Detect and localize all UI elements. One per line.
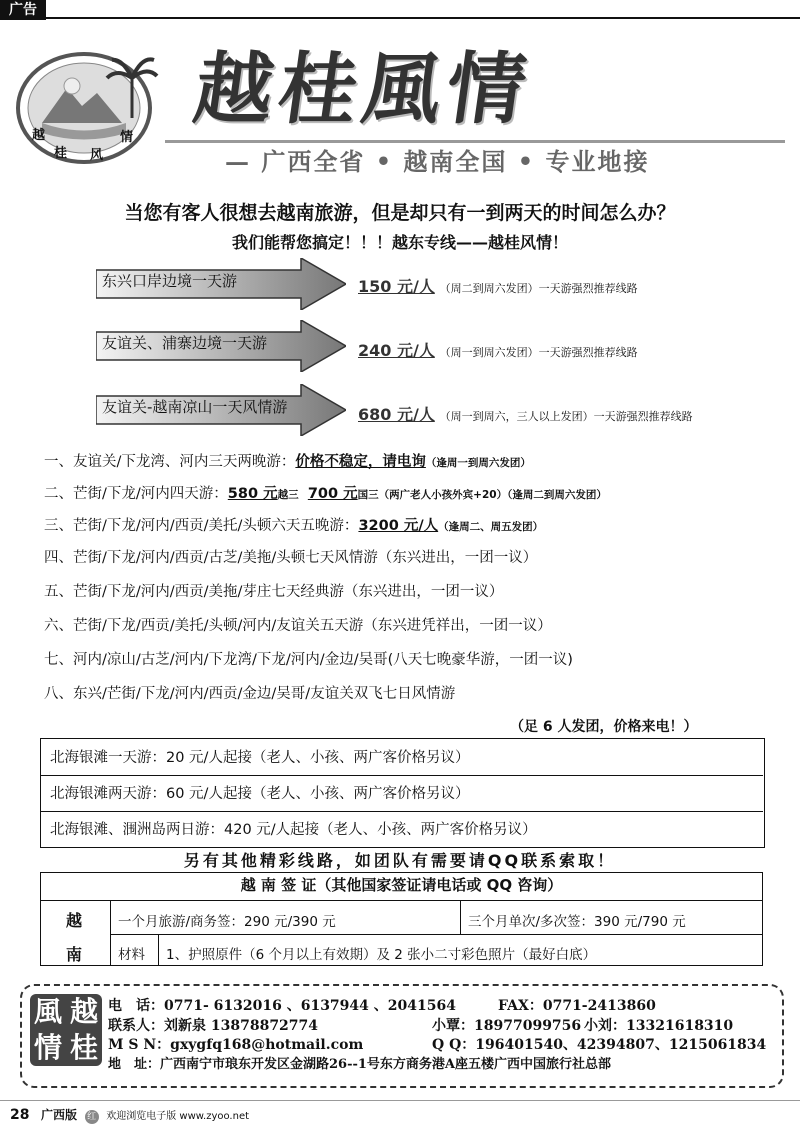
visa-divider-v3 [158, 934, 159, 966]
slogan: — 广西全省 • 越南全国 • 专业地接 [225, 147, 650, 176]
visa-title: 越 南 签 证（其他国家签证请电话或 QQ 咨询） [240, 876, 563, 894]
featured-tour-price-2 [358, 338, 638, 361]
contact-logo-char-3: 情 [33, 1031, 62, 1064]
route-text: 一、友谊关/下龙湾、河内三天两晚游： [44, 454, 296, 470]
price-note: （周一到周六，三人以上发团）一天游强烈推荐线路 [439, 410, 693, 423]
price-note: （周一到周六发团）一天游强烈推荐线路 [439, 346, 638, 359]
logo-char-3: 风 [90, 148, 104, 163]
contact-msn: M S N：gxygfq168@hotmail.com [108, 1037, 364, 1053]
price: 680 元/人 [358, 405, 435, 424]
route-8: 八、东兴/芒街/下龙/河内/西贡/金边/吴哥/友谊关双飞七日风情游 [44, 686, 456, 702]
route-price-1: 580 元 [227, 486, 278, 502]
contact-qq: Q Q：196401540、42394807、1215061834 [432, 1037, 767, 1053]
visa-materials: 1、护照原件（6 个月以上有效期）及 2 张小二寸彩色照片（最好白底） [166, 947, 597, 963]
route-text: 三、芒街/下龙/河内/西贡/美托/头顿六天五晚游： [44, 518, 359, 534]
edition-label: 广西版 [40, 1108, 77, 1122]
logo-char-4: 情 [120, 130, 134, 145]
featured-tour-price-1 [358, 274, 638, 297]
route-3 [44, 514, 543, 535]
logo-char-2: 桂 [54, 146, 68, 161]
route-note: （两广老人小孩外宾+20）（逢周二到周六发团） [378, 489, 607, 501]
route-5: 五、芒街/下龙/河内/西贡/美拖/芽庄七天经典游（东兴进出，一团一议） [44, 584, 504, 600]
featured-tour-label: 友谊关-越南凉山一天风情游 [102, 398, 288, 416]
featured-tour-arrow-1 [96, 258, 346, 310]
contact-address: 地 址：广西南宁市琅东开发区金湖路26--1号东方商务港A座五楼广西中国旅行社总部 [108, 1057, 612, 1072]
route-note: （逢周一到周六发团） [425, 457, 531, 469]
beihai-row-2: 北海银滩两天游：60 元/人起接（老人、小孩、两广客价格另议） [40, 776, 763, 812]
route-4: 四、芒街/下龙/河内/西贡/古芝/美拖/头顿七天风情游（东兴进出，一团一议） [44, 550, 538, 566]
top-rule [46, 17, 800, 19]
visa-divider-v1 [110, 900, 111, 966]
group-note: （足 6 人发团，价格来电！） [510, 719, 698, 735]
beihai-row-3: 北海银滩、涠洲岛两日游：420 元/人起接（老人、小孩、两广客价格另议） [50, 822, 537, 838]
visa-divider-h1 [40, 900, 763, 901]
contact-logo [30, 994, 102, 1066]
route-price: 价格不稳定，请电询 [295, 454, 426, 470]
visa-divider-h2 [110, 934, 763, 935]
contact-fax: FAX：0771-2413860 [498, 998, 656, 1014]
price: 240 元/人 [358, 341, 435, 360]
contact-logo-char-4: 桂 [69, 1031, 98, 1064]
site-link[interactable]: 欢迎浏览电子版 www.zyoo.net [106, 1111, 250, 1122]
visa-one-month: 一个月旅游/商务签：290 元/390 元 [118, 914, 336, 930]
route-note: （逢周二、周五发团） [438, 521, 544, 533]
price: 150 元/人 [358, 277, 435, 296]
route-price-2: 700 元 [307, 486, 358, 502]
featured-tour-label: 东兴口岸边境一天游 [102, 272, 238, 290]
contact-xiaoliu: 小刘：13321618310 [584, 1018, 734, 1034]
route-6: 六、芒街/下龙/西贡/美托/头顿/河内/友谊关五天游（东兴进凭祥出，一团一议） [44, 618, 552, 634]
route-price-2-type: 国三 [357, 489, 379, 501]
visa-side-label-1: 越 [66, 911, 83, 930]
visa-three-month: 三个月单次/多次签：390 元/790 元 [468, 914, 686, 930]
contact-phone: 电 话：0771- 6132016 、6137944 、2041564 [108, 998, 456, 1014]
route-2 [44, 482, 607, 503]
footer [10, 1106, 249, 1124]
subheadline: 我们能帮您搞定！！！越东专线——越桂风情！ [231, 233, 568, 252]
route-price-1-type: 越三 [277, 489, 299, 501]
contact-xiaotan: 小覃：18977099756 [432, 1018, 582, 1034]
featured-tour-arrow-2 [96, 320, 346, 372]
route-text: 二、芒街/下龙/河内四天游： [44, 486, 228, 502]
route-price: 3200 元/人 [358, 518, 439, 534]
other-lines-notice: 另有其他精彩线路，如团队有需要请QQ联系索取！ [183, 851, 617, 870]
headline: 当您有客人很想去越南旅游，但是却只有一到两天的时间怎么办？ [124, 202, 676, 224]
price-note: （周二到周六发团）一天游强烈推荐线路 [439, 282, 638, 295]
featured-tour-arrow-3 [96, 384, 346, 436]
visa-side-label-2: 南 [66, 945, 83, 964]
featured-tour-label: 友谊关、浦寨边境一天游 [102, 334, 268, 352]
page-number: 28 [10, 1107, 30, 1123]
route-1 [44, 450, 531, 471]
edition-badge: 红 [85, 1110, 99, 1124]
brand-logo [12, 48, 162, 166]
contact-person: 联系人：刘新泉 13878872774 [108, 1018, 319, 1034]
ad-tag: 广告 [0, 0, 46, 20]
visa-materials-label: 材料 [118, 947, 145, 963]
contact-logo-char-2: 越 [69, 995, 98, 1028]
brand-title: 越桂風情 [188, 44, 538, 135]
footer-rule [0, 1100, 800, 1101]
logo-char-1: 越 [32, 128, 46, 143]
contact-logo-char-1: 風 [33, 995, 62, 1028]
beihai-row-1: 北海银滩一天游：20 元/人起接（老人、小孩、两广客价格另议） [40, 740, 763, 776]
route-7: 七、河内/凉山/古芝/河内/下龙湾/下龙/河内/金边/吴哥(八天七晚豪华游，一团一议) [44, 652, 573, 668]
featured-tour-price-3 [358, 402, 693, 425]
visa-divider-v2 [460, 900, 461, 934]
